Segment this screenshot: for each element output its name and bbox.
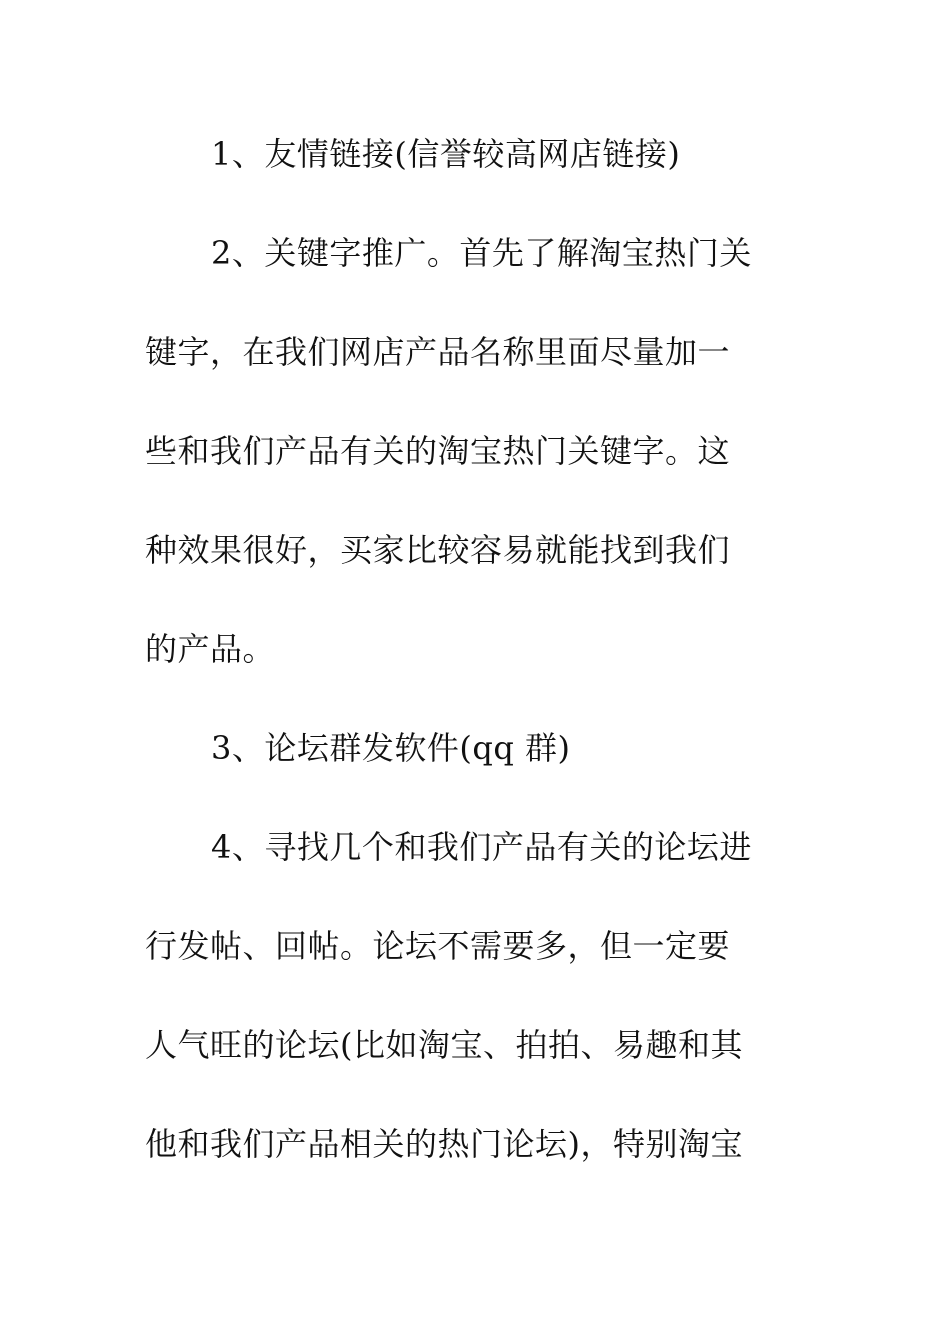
paragraph-2-line-3: 些和我们产品有关的淘宝热门关键字。这 <box>145 432 731 470</box>
paragraph-2-line-5: 的产品。 <box>145 630 276 668</box>
paragraph-2-line-4: 种效果很好，买家比较容易就能找到我们 <box>145 531 731 569</box>
paragraph-4-line-3: 人气旺的论坛(比如淘宝、拍拍、易趣和其 <box>145 1026 743 1064</box>
paragraph-2-line-1: 2、关键字推广。首先了解淘宝热门关 <box>211 234 752 272</box>
paragraph-4-line-2: 行发帖、回帖。论坛不需要多，但一定要 <box>145 927 731 965</box>
paragraph-4-line-1: 4、寻找几个和我们产品有关的论坛进 <box>211 828 752 866</box>
paragraph-2-line-2: 键字，在我们网店产品名称里面尽量加一 <box>145 333 731 371</box>
paragraph-1-line-1: 1、友情链接(信誉较高网店链接) <box>211 135 681 173</box>
paragraph-3-line-1: 3、论坛群发软件(qq 群) <box>211 729 571 767</box>
body-text <box>145 124 805 1213</box>
paragraph-4-line-4: 他和我们产品相关的热门论坛)，特别淘宝 <box>145 1125 743 1163</box>
